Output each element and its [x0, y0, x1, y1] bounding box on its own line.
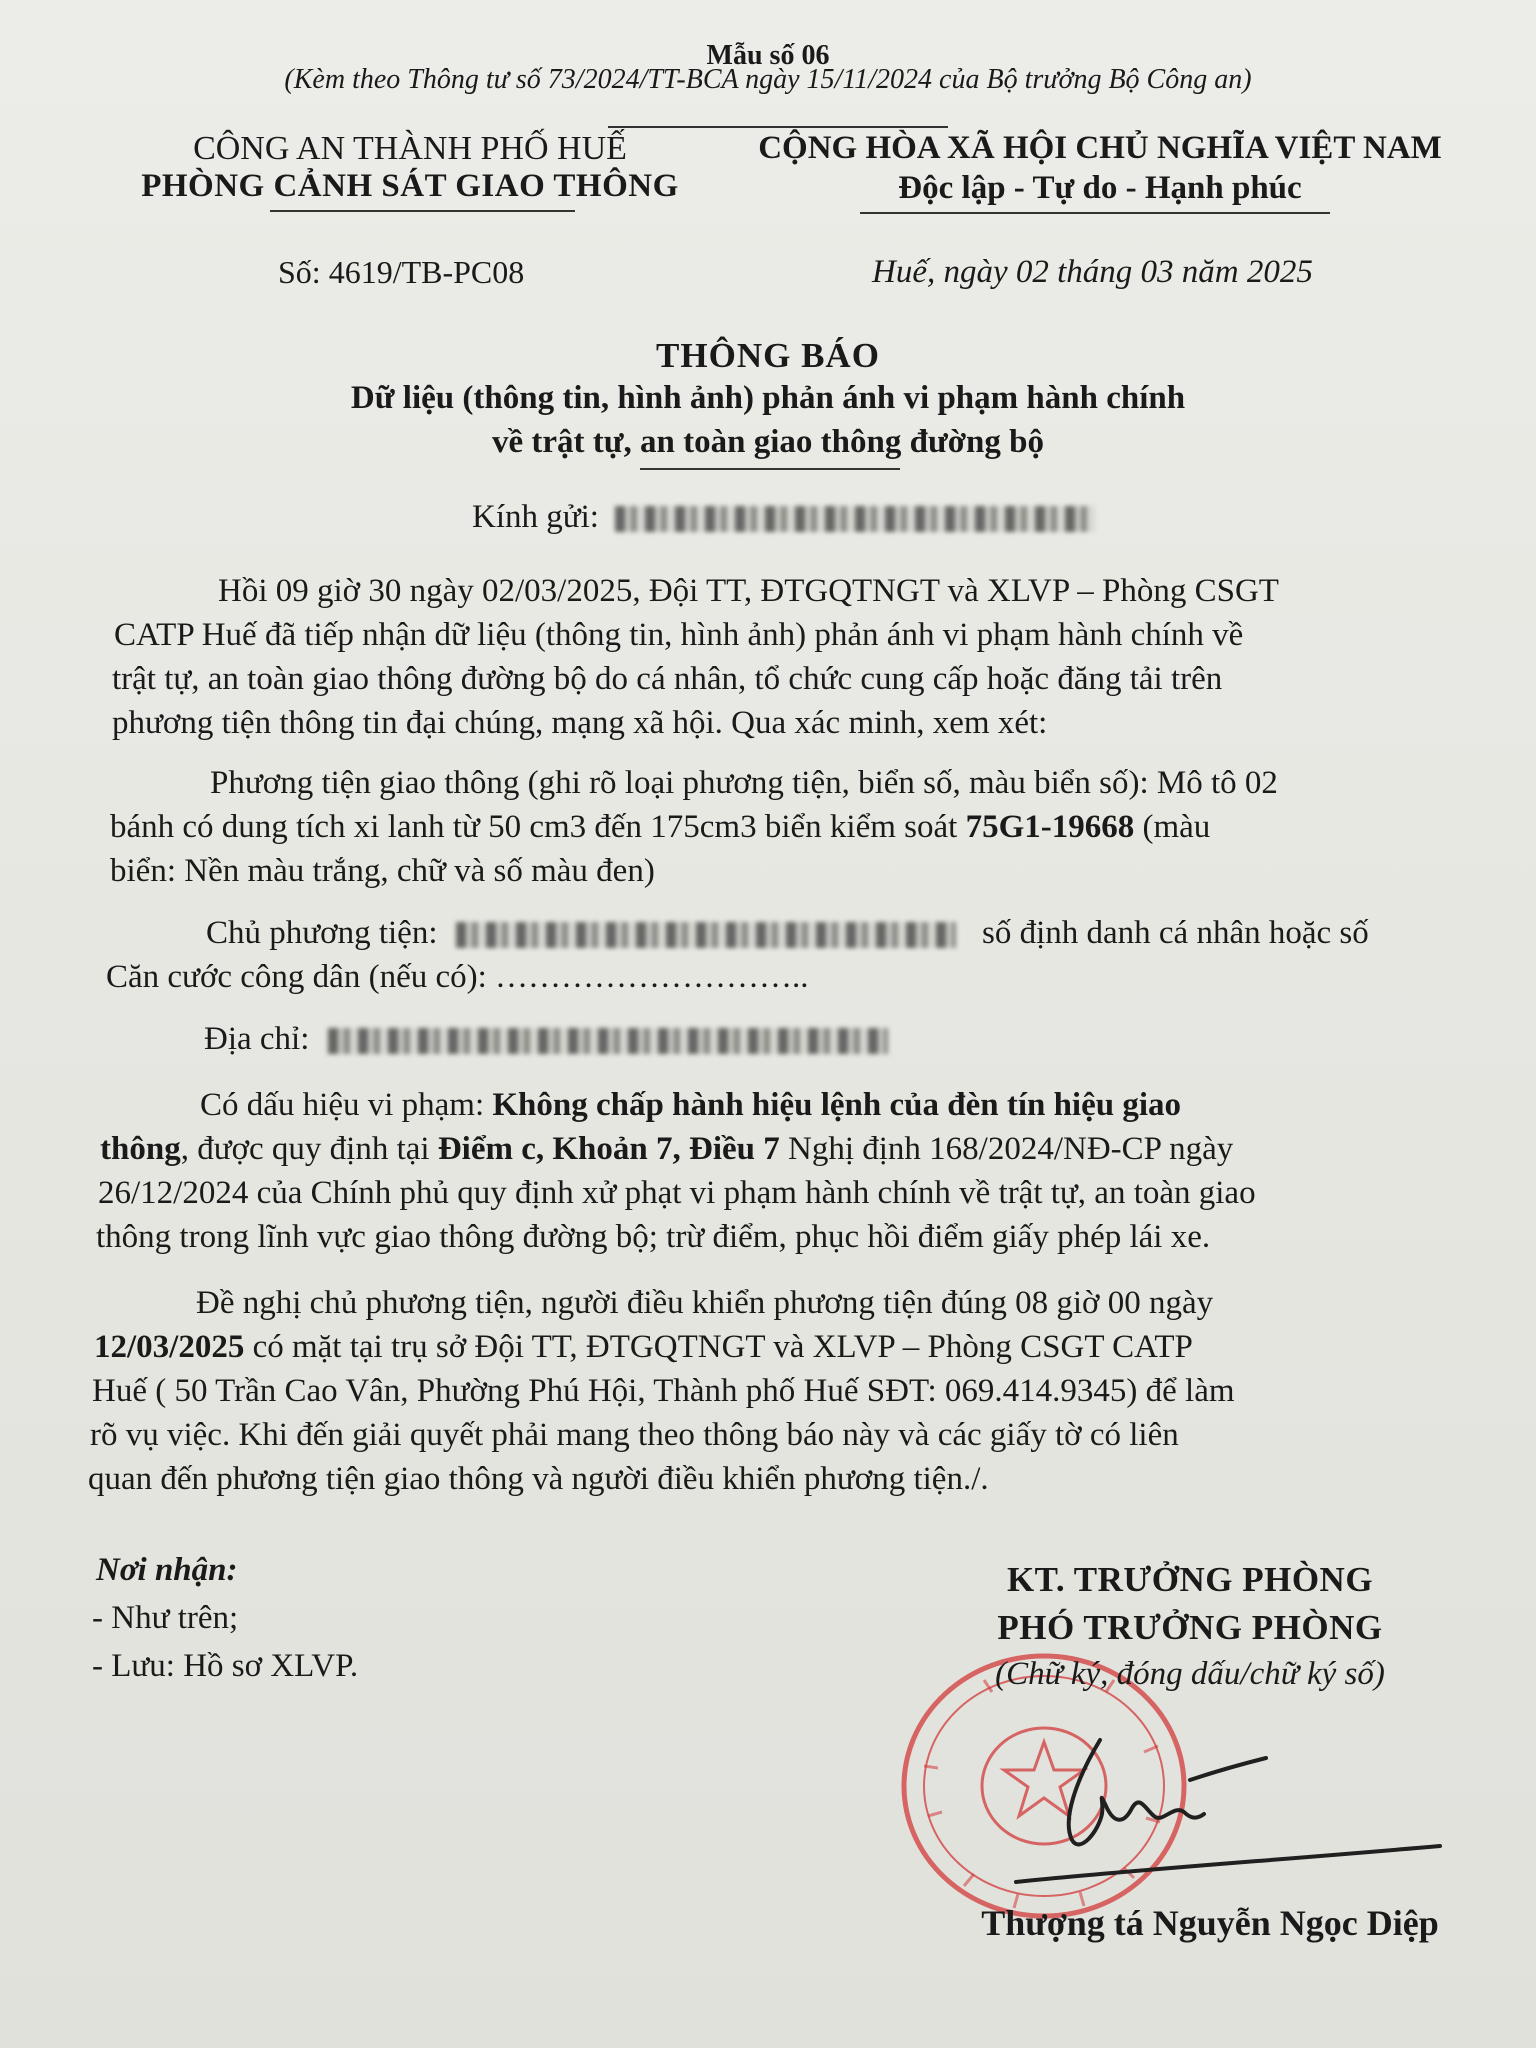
- paragraph-line: phương tiện thông tin đại chúng, mạng xã hội. Qua xác minh, xem xét:: [112, 705, 1048, 741]
- request-line-5: quan đến phương tiện giao thông và người điều khiển phương tiện./.: [88, 1461, 989, 1497]
- document-subtitle-1: Dữ liệu (thông tin, hình ảnh) phản ánh vi phạm hành chính: [350, 380, 1186, 416]
- paragraph-line: trật tự, an toàn giao thông đường bộ do cá nhân, tổ chức cung cấp hoặc đăng tải trên: [112, 661, 1223, 697]
- signature-title-2: PHÓ TRƯỞNG PHÒNG: [997, 1608, 1383, 1647]
- motto: Độc lập - Tự do - Hạnh phúc: [898, 170, 1302, 206]
- address-line: [204, 1018, 888, 1061]
- paragraph-line: CATP Huế đã tiếp nhận dữ liệu (thông tin, hình ảnh) phản ánh vi phạm hành chính về: [114, 617, 1244, 653]
- violation-description: thông: [100, 1131, 181, 1167]
- recipient-label: Kính gửi:: [472, 499, 599, 535]
- violation-line-1: [200, 1084, 1181, 1127]
- document-number: Số: 4619/TB-PC08: [278, 254, 525, 290]
- violation-line-3: 26/12/2024 của Chính phủ quy định xử phạt vi phạm hành chính về trật tự, an toàn giao: [98, 1175, 1256, 1211]
- signature-title-1: KT. TRƯỞNG PHÒNG: [1006, 1560, 1374, 1599]
- redacted-address: [328, 1028, 888, 1054]
- vehicle-text: (màu: [1134, 809, 1211, 845]
- handwritten-signature: [980, 1720, 1450, 1890]
- violation-text: Có dấu hiệu vi phạm:: [200, 1087, 493, 1123]
- nation-title: CỘNG HÒA XÃ HỘI CHỦ NGHĨA VIỆT NAM: [758, 130, 1442, 166]
- redacted-owner: [456, 922, 956, 948]
- document-date: Huế, ngày 02 tháng 03 năm 2025: [872, 254, 1313, 290]
- appointment-date: 12/03/2025: [94, 1329, 245, 1365]
- agency-line-1: CÔNG AN THÀNH PHỐ HUẾ: [193, 130, 627, 167]
- request-line-2: [94, 1326, 1193, 1369]
- legal-reference: Điểm c, Khoản 7, Điều 7: [437, 1131, 780, 1167]
- recipients-heading: Nơi nhận:: [96, 1552, 238, 1588]
- divider: [860, 212, 1330, 214]
- divider: [640, 468, 900, 470]
- violation-line-4: thông trong lĩnh vực giao thông đường bộ; trừ điểm, phục hồi điểm giấy phép lái xe.: [96, 1219, 1211, 1255]
- signer-name: Thượng tá Nguyễn Ngọc Diệp: [981, 1903, 1439, 1943]
- owner-label: Chủ phương tiện:: [206, 915, 438, 951]
- violation-text: Nghị định 168/2024/NĐ-CP ngày: [779, 1131, 1234, 1167]
- vehicle-line-1: Phương tiện giao thông (ghi rõ loại phương tiện, biển số, màu biển số): Mô tô 02: [210, 765, 1278, 801]
- recipient-line: [472, 496, 1095, 539]
- license-plate: 75G1-19668: [965, 809, 1135, 845]
- violation-line-2: [100, 1128, 1233, 1171]
- owner-line-1: [206, 912, 1369, 955]
- violation-description: Không chấp hành hiệu lệnh của đèn tín hiệu giao: [492, 1087, 1182, 1123]
- request-text: có mặt tại trụ sở Đội TT, ĐTGQTNGT và XLVP – Phòng CSGT CATP: [244, 1329, 1193, 1365]
- signature-note: (Chữ ký, đóng dấu/chữ ký số): [995, 1656, 1385, 1692]
- circular-reference: (Kèm theo Thông tư số 73/2024/TT-BCA ngày 15/11/2024 của Bộ trưởng Bộ Công an): [284, 64, 1252, 95]
- vehicle-text: bánh có dung tích xi lanh từ 50 cm3 đến 175cm3 biển kiểm soát: [110, 809, 966, 845]
- divider: [608, 126, 948, 128]
- redacted-recipient: [615, 506, 1095, 532]
- request-line-3: Huế ( 50 Trần Cao Vân, Phường Phú Hội, Thành phố Huế SĐT: 069.414.9345) để làm: [92, 1373, 1235, 1409]
- request-line-4: rõ vụ việc. Khi đến giải quyết phải mang theo thông báo này và các giấy tờ có liên: [90, 1417, 1179, 1453]
- owner-line-2: Căn cước công dân (nếu có): ………………………..: [106, 959, 809, 995]
- agency-line-2: PHÒNG CẢNH SÁT GIAO THÔNG: [141, 168, 679, 204]
- address-label: Địa chỉ:: [204, 1021, 310, 1057]
- paragraph-line: Hồi 09 giờ 30 ngày 02/03/2025, Đội TT, ĐTGQTNGT và XLVP – Phòng CSGT: [218, 573, 1279, 609]
- divider: [270, 210, 575, 212]
- document-subtitle-2: về trật tự, an toàn giao thông đường bộ: [491, 424, 1044, 460]
- vehicle-line-2: [110, 806, 1210, 849]
- violation-text: , được quy định tại: [180, 1131, 438, 1167]
- request-line-1: Đề nghị chủ phương tiện, người điều khiển phương tiện đúng 08 giờ 00 ngày: [196, 1285, 1214, 1321]
- recipient-item: - Lưu: Hồ sơ XLVP.: [92, 1648, 359, 1684]
- document-title: THÔNG BÁO: [656, 336, 880, 375]
- vehicle-line-3: biển: Nền màu trắng, chữ và số màu đen): [110, 853, 655, 889]
- form-number: Mẫu số 06: [706, 40, 830, 71]
- recipient-item: - Như trên;: [92, 1600, 239, 1636]
- owner-id-label: số định danh cá nhân hoặc số: [982, 915, 1369, 951]
